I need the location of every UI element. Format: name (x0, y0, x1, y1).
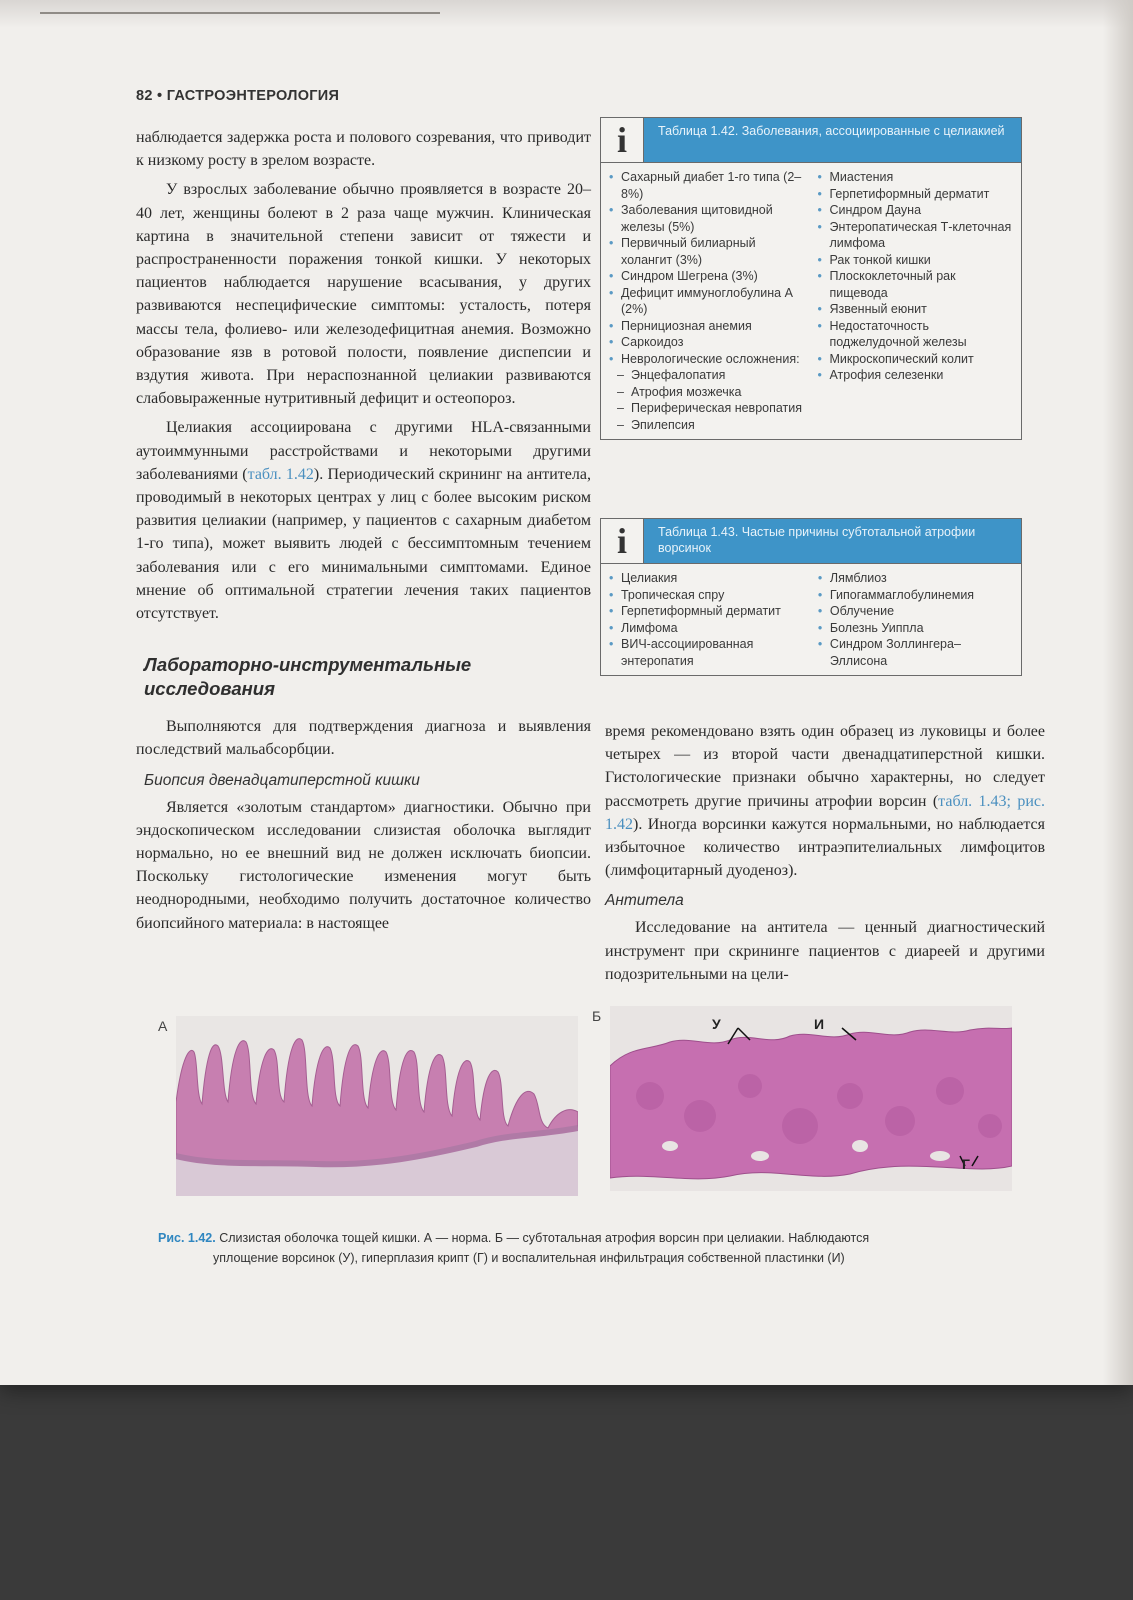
figure-caption (158, 1228, 1038, 1268)
table-list-item: • Первичный билиарный холангит (3%) (607, 235, 809, 268)
paragraph: Исследование на антитела — ценный диагностический инструмент при скрининге пациентов с диареей и другими подозрительными на цели- (605, 919, 1045, 983)
arrow-label-u: У (712, 1016, 721, 1032)
table-list-item: • Энтеропатическая Т-клеточная лимфома (815, 219, 1013, 252)
table-list-item: • Синдром Шегрена (3%) (607, 268, 809, 285)
table-list-item: • ВИЧ-ассоциированная энтеропатия (607, 636, 814, 669)
arrow-label-i: И (814, 1016, 825, 1032)
figure-panel-label-a: А (158, 1018, 168, 1034)
table-list-item: • Синдром Золлингера–Эллисона (816, 636, 1013, 669)
table-list-item: • Болезнь Уиппла (816, 620, 1013, 637)
paragraph-text: ). Иногда ворсинки кажутся нормальными, но наблюдается избыточное количество интраэпителиальных лимфоцитов (лимфоцитарный дуоденоз). (605, 815, 1045, 880)
paragraph: наблюдается задержка роста и полового созревания, что приводит к низкому росту в зрелом возрасте. (136, 129, 591, 170)
table-list-item: • Целиакия (607, 570, 814, 587)
table-list-item: • Пернициозная анемия (607, 318, 809, 335)
paragraph: Является «золотым стандартом» диагностики. Обычно при эндоскопическом исследовании слизистая оболочка выглядит нормально, но ее внешний вид не должен исключать биопсии. Поскольку гистологические изменения могут быть неоднородными, необходимо получить достаточное количество биопсийного материала: в настоящее (136, 798, 591, 932)
arrow-label-g: Г (962, 1156, 970, 1172)
info-icon: i (601, 519, 644, 563)
table-list-item: • Дефицит иммуноглобулина А (2%) (607, 285, 809, 318)
paragraph-text: Целиакия ассоциирована с другими HLA-связанными аутоиммунными расстройствами и некоторыми другими заболеваниями ( (136, 419, 591, 483)
table-list-item: • Облучение (816, 603, 1013, 620)
micrograph-normal-mucosa (176, 1016, 578, 1196)
table-1-42 (600, 117, 1022, 440)
running-head: 82 • ГАСТРОЭНТЕРОЛОГИЯ (136, 88, 340, 104)
table-list-item: • Саркоидоз (607, 334, 809, 351)
table-list-item: • Атрофия селезенки (815, 367, 1013, 384)
table-list-item: • Микроскопический колит (815, 351, 1013, 368)
table-list-item: • Миастения (815, 169, 1013, 186)
table-reference-link[interactable]: табл. 1.42 (247, 465, 314, 483)
table-list-item: – Эпилепсия (607, 417, 809, 434)
table-list-item: • Герпетиформный дерматит (815, 186, 1013, 203)
caption-line-1 (158, 1228, 1038, 1248)
right-column (605, 720, 1045, 986)
page-spine-shadow (1103, 0, 1133, 1385)
page-top-shadow (0, 0, 1133, 28)
table-list-item: • Рак тонкой кишки (815, 252, 1013, 269)
subsection-heading: Биопсия двенадцатиперстной кишки (144, 771, 420, 789)
paragraph: У взрослых заболевание обычно проявляется в возрасте 20–40 лет, женщины болеют в 2 раза чаще мужчин. Клиническая картина в значительной степени зависит от тяжести и распространенности поражения тонкой кишки. У некоторых пациентов наблюдается нарушение всасывания, у других развиваются неспецифические симптомы: усталость, потеря массы тела, фолиево- или железодефицитная анемия. Возможно образование язв в ротовой полости, появление диспепсии и вздутия живота. При нераспознанной целиакии развиваются слабовыраженные нутритивный дефицит и остеопороз. (136, 181, 591, 408)
table-list-item: • Лимфома (607, 620, 814, 637)
table-list-item: – Атрофия мозжечка (607, 384, 809, 401)
left-column (136, 126, 591, 935)
table-left-list (607, 169, 809, 433)
top-rule (40, 12, 440, 14)
figure-panel-label-b: Б (592, 1008, 602, 1024)
table-list-item: • Тропическая спру (607, 587, 814, 604)
table-1-43 (600, 518, 1022, 676)
table-title: Таблица 1.42. Заболевания, ассоциированные с целиакией (644, 118, 1021, 162)
table-list-item: • Синдром Дауна (815, 202, 1013, 219)
table-list-item: • Гипогаммаглобулинемия (816, 587, 1013, 604)
table-right-list (816, 570, 1013, 669)
caption-line-2: уплощение ворсинок (У), гиперплазия крипт (Г) и воспалительная инфильтрация собственной пластинки (И) (213, 1251, 845, 1265)
table-body (601, 163, 1021, 439)
section-heading: Лабораторно-инструментальные исследования (144, 654, 472, 700)
paragraph (136, 416, 591, 625)
table-list-item: • Неврологические осложнения: (607, 351, 809, 368)
table-list-item: – Энцефалопатия (607, 367, 809, 384)
table-list-item: • Лямблиоз (816, 570, 1013, 587)
paragraph (605, 720, 1045, 882)
table-list-item: • Герпетиформный дерматит (607, 603, 814, 620)
table-list-item: • Язвенный еюнит (815, 301, 1013, 318)
info-icon: i (601, 118, 644, 162)
table-list-item: • Сахарный диабет 1-го типа (2–8%) (607, 169, 809, 202)
paragraph-text: время рекомендовано взять один образец из луковицы и более четырех — из второй части двенадцатиперстной кишки. Гистологические признаки обычно характерны, но следует рассмотреть другие причины атрофии ворсин ( (605, 723, 1045, 810)
table-title: Таблица 1.43. Частые причины субтотальной атрофии ворсинок (644, 519, 1021, 563)
figure-reference-link[interactable]: табл. 1.43; рис. 1.42 (605, 792, 1045, 833)
table-list-item: • Плоскоклеточный рак пищевода (815, 268, 1013, 301)
table-header (601, 519, 1021, 564)
table-list-item: • Заболевания щитовидной железы (5%) (607, 202, 809, 235)
table-body (601, 564, 1021, 675)
table-left-list (607, 570, 814, 669)
subsection-heading: Антитела (605, 892, 684, 910)
paragraph: Выполняются для подтверждения диагноза и выявления последствий мальабсорбции. (136, 718, 591, 759)
micrograph-villous-atrophy (610, 1006, 1012, 1191)
table-right-list (815, 169, 1013, 433)
table-list-item: – Периферическая невропатия (607, 400, 809, 417)
table-header (601, 118, 1021, 163)
paragraph-text: ). Периодический скрининг на антитела, проводимый в некоторых центрах у лиц с более высоким риском развития целиакии (например, у пациентов с сахарным диабетом 1-го типа), может выявить людей с бессимптомным течением заболевания или с его минимальными симптомами. Единое мнение об оптимальной стратегии лечения таких пациентов отсутствует. (136, 465, 591, 623)
caption-text: Слизистая оболочка тощей кишки. А — норма. Б — субтотальная атрофия ворсин при целиакии. Наблюдаются (215, 1231, 870, 1245)
caption-figure-label: Рис. 1.42. (158, 1231, 216, 1245)
table-list-item: • Недостаточность поджелудочной железы (815, 318, 1013, 351)
